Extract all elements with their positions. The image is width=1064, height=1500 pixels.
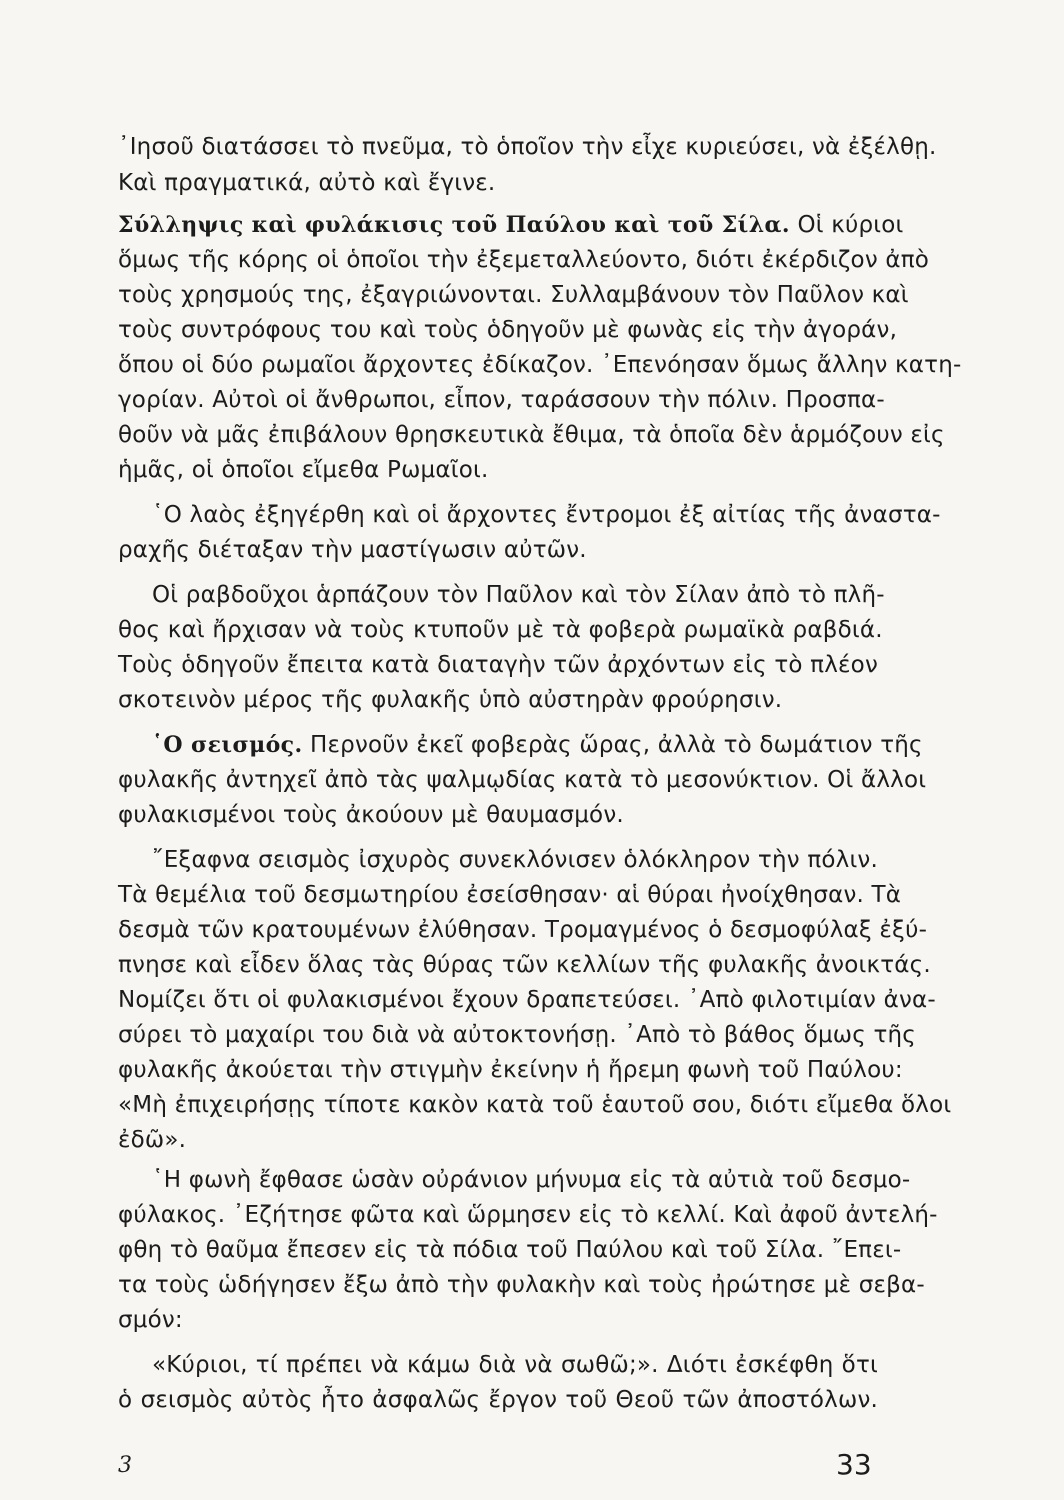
text-line: γορίαν. Αὐτοὶ οἱ ἄνθρωποι, εἶπον, ταράσσουν τὴν πόλιν. Προσπα- [118,387,885,413]
text-line: τα τοὺς ὡδήγησεν ἔξω ἀπὸ τὴν φυλακὴν καὶ τοὺς ἠρώτησε μὲ σεβα- [118,1272,925,1298]
text-line: ραχῆς διέταξαν τὴν μαστίγωσιν αὐτῶν. [118,537,587,563]
text-line: Οἱ ραβδοῦχοι ἁρπάζουν τὸν Παῦλον καὶ τὸν Σίλαν ἀπὸ τὸ πλῆ- [152,582,885,608]
text-line: ῎Εξαφνα σεισμὸς ἰσχυρὸς συνεκλόνισεν ὁλόκληρον τὴν πόλιν. [152,847,878,873]
text-line: φυλακῆς ἀντηχεῖ ἀπὸ τὰς ψαλμῳδίας κατὰ τὸ μεσονύκτιον. Οἱ ἄλλοι [118,767,927,793]
text-line: Τοὺς ὁδηγοῦν ἔπειτα κατὰ διαταγὴν τῶν ἀρχόντων εἰς τὸ πλέον [118,652,878,678]
text-line: πνησε καὶ εἶδεν ὅλας τὰς θύρας τῶν κελλίων τῆς φυλακῆς ἀνοικτάς. [118,952,931,978]
text-line: Καὶ πραγματικά, αὐτὸ καὶ ἔγινε. [118,170,496,196]
text-line: θος καὶ ἤρχισαν νὰ τοὺς κτυποῦν μὲ τὰ φοβερὰ ρωμαϊκὰ ραβδιά. [118,617,883,643]
text-line: θοῦν νὰ μᾶς ἐπιβάλουν θρησκευτικὰ ἔθιμα, τὰ ὁποῖα δὲν ἁρμόζουν εἰς [118,422,945,448]
text-line: ῾Ο λαὸς ἐξηγέρθη καὶ οἱ ἄρχοντες ἔντρομοι ἐξ αἰτίας τῆς ἀναστα- [152,502,941,528]
text-line: τοὺς συντρόφους του καὶ τοὺς ὁδηγοῦν μὲ φωνὰς εἰς τὴν ἀγοράν, [118,317,898,343]
text-line [152,730,923,760]
signature-mark: 3 [118,1453,132,1478]
page-number: 33 [836,1448,872,1481]
text-line: σμόν: [118,1307,183,1333]
text-line: φυλακῆς ἀκούεται τὴν στιγμὴν ἐκείνην ἡ ἤρεμη φωνὴ τοῦ Παύλου: [118,1057,903,1083]
text-line: ἐδῶ». [118,1127,187,1153]
text-line: φυλακισμένοι τοὺς ἀκούουν μὲ θαυμασμόν. [118,802,624,828]
text-line: δεσμὰ τῶν κρατουμένων ἐλύθησαν. Τρομαγμένος ὁ δεσμοφύλαξ ἐξύ- [118,917,928,943]
text-line: σύρει τὸ μαχαίρι του διὰ νὰ αὐτοκτονήσῃ. ᾿Απὸ τὸ βάθος ὅμως τῆς [118,1022,916,1048]
text-run: Οἱ κύριοι [797,212,904,238]
section-heading-arrest: Σύλληψις καὶ φυλάκισις τοῦ Παύλου καὶ τοῦ Σίλα. [118,212,790,238]
text-line: ὁ σεισμὸς αὐτὸς ἦτο ἀσφαλῶς ἔργον τοῦ Θεοῦ τῶν ἀποστόλων. [118,1387,878,1413]
text-line: φύλακος. ᾿Εζήτησε φῶτα καὶ ὥρμησεν εἰς τὸ κελλί. Καὶ ἀφοῦ ἀντελή- [118,1202,938,1228]
text-line [118,210,904,240]
text-line: σκοτεινὸν μέρος τῆς φυλακῆς ὑπὸ αὐστηρὰν φρούρησιν. [118,687,783,713]
text-line: ὅπου οἱ δύο ρωμαῖοι ἄρχοντες ἐδίκαζον. ᾿Επενόησαν ὅμως ἄλλην κατη- [118,352,962,378]
text-run: Περνοῦν ἐκεῖ φοβερὰς ὥρας, ἀλλὰ τὸ δωμάτιον τῆς [310,732,923,758]
text-line: ἡμᾶς, οἱ ὁποῖοι εἴμεθα Ρωμαῖοι. [118,457,489,483]
text-line: ὅμως τῆς κόρης οἱ ὁποῖοι τὴν ἐξεμεταλλεύοντο, διότι ἐκέρδιζον ἀπὸ [118,247,930,273]
section-heading-earthquake: ῾Ο σεισμός. [152,732,303,758]
text-line: ᾿Ιησοῦ διατάσσει τὸ πνεῦμα, τὸ ὁποῖον τὴν εἶχε κυριεύσει, νὰ ἐξέλθῃ. [118,134,937,160]
text-line: Τὰ θεμέλια τοῦ δεσμωτηρίου ἐσείσθησαν· αἱ θύραι ἠνοίχθησαν. Τὰ [118,882,902,908]
text-line: «Κύριοι, τί πρέπει νὰ κάμω διὰ νὰ σωθῶ;». Διότι ἐσκέφθη ὅτι [152,1352,878,1378]
text-line: ῾Η φωνὴ ἔφθασε ὡσὰν οὐράνιον μήνυμα εἰς τὰ αὐτιὰ τοῦ δεσμο- [152,1167,911,1193]
text-line: φθη τὸ θαῦμα ἔπεσεν εἰς τὰ πόδια τοῦ Παύλου καὶ τοῦ Σίλα. ῎Επει- [118,1237,902,1263]
text-line: Νομίζει ὅτι οἱ φυλακισμένοι ἔχουν δραπετεύσει. ᾿Απὸ φιλοτιμίαν ἀνα- [118,987,936,1013]
text-line: «Μὴ ἐπιχειρήσῃς τίποτε κακὸν κατὰ τοῦ ἑαυτοῦ σου, διότι εἴμεθα ὅλοι [118,1092,952,1118]
text-line: τοὺς χρησμούς της, ἐξαγριώνονται. Συλλαμβάνουν τὸν Παῦλον καὶ [118,282,909,308]
